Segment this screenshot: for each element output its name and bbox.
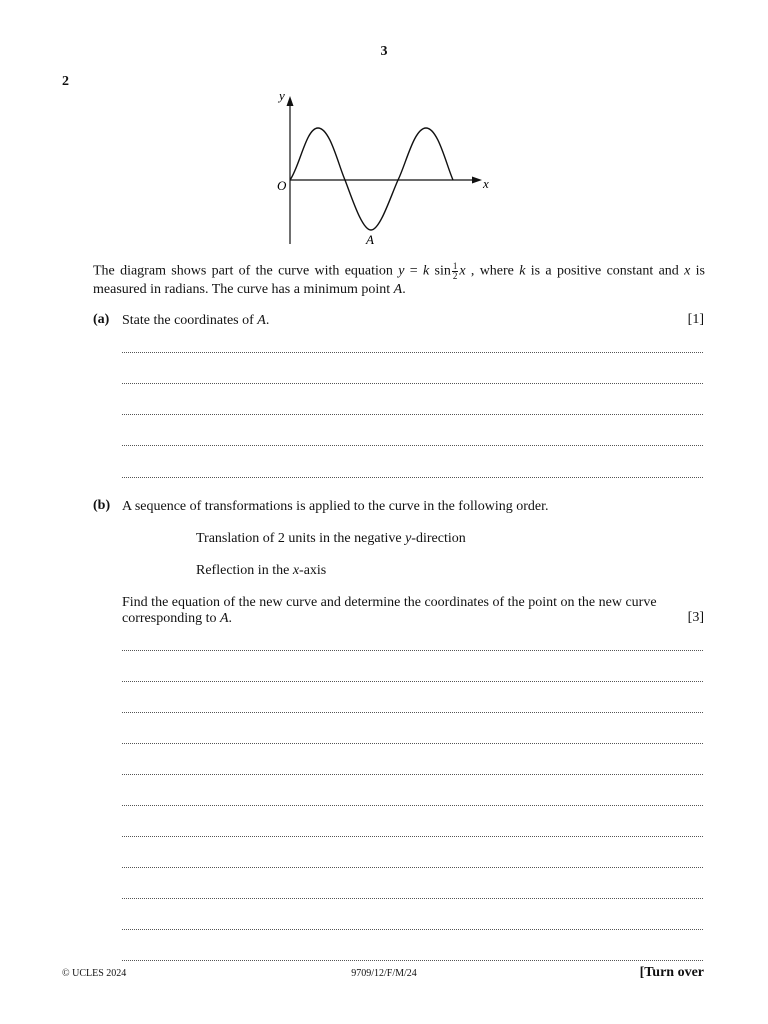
part-a-question: State the coordinates of A. [122,313,270,328]
answer-line[interactable] [122,445,703,446]
part-b-marks: [3] [687,610,704,625]
question-number: 2 [62,74,69,89]
transformation-reflection: Reflection in the x-axis [196,563,327,578]
question-intro: The diagram shows part of the curve with equation y = k sin $\frac{1}{2}$ x , where k is a positive constant and x is measured in radians. The curve has a minimum point A. [93,261,705,297]
part-b-question: A sequence of transformations is applied to the curve in the following order. [122,499,549,514]
answer-line[interactable] [122,960,703,961]
y-axis-arrow [287,96,294,106]
answer-line[interactable] [122,650,703,651]
answer-line[interactable] [122,898,703,899]
page-number: 3 [380,44,388,59]
answer-line[interactable] [122,929,703,930]
part-b-find-line1: Find the equation of the new curve and determine the coordinates of the point on the new curve [122,595,657,610]
fraction-half: $\frac{1}{2}$ [452,261,458,281]
origin-label: O [277,178,287,193]
sine-curve-diagram [270,86,500,251]
turn-over-label: [Turn over [639,965,704,980]
part-b-find-line2: corresponding to A. [122,611,233,626]
answer-line[interactable] [122,867,703,868]
copyright-notice: © UCLES 2024 [62,968,127,979]
paper-code: 9709/12/F/M/24 [351,968,417,979]
transformation-translation: Translation of 2 units in the negative y-direction [196,531,466,546]
part-a-label: (a) [93,312,110,327]
answer-line[interactable] [122,352,703,353]
answer-line[interactable] [122,477,703,478]
answer-line[interactable] [122,774,703,775]
y-axis-label: y [279,88,285,103]
x-axis-arrow [472,177,482,184]
answer-line[interactable] [122,383,703,384]
answer-line[interactable] [122,836,703,837]
sine-curve [290,128,453,230]
part-b-label: (b) [93,498,111,513]
answer-line[interactable] [122,712,703,713]
answer-line[interactable] [122,414,703,415]
answer-line[interactable] [122,805,703,806]
minimum-point-label: A [366,232,374,247]
answer-line[interactable] [122,681,703,682]
answer-line[interactable] [122,743,703,744]
x-axis-label: x [483,176,489,191]
part-a-marks: [1] [687,312,704,327]
